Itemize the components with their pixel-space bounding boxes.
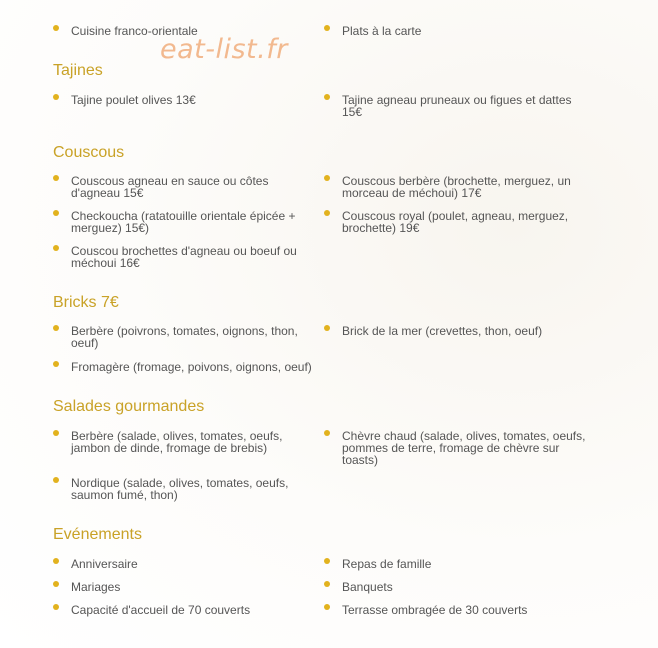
list-item: Fromagère (fromage, poivons, oignons, oeuf) xyxy=(53,361,313,373)
section-title-tajines: Tajines xyxy=(53,62,103,79)
bullet-icon xyxy=(53,210,59,216)
bullet-icon xyxy=(324,604,330,610)
watermark-logo: eat-list.fr xyxy=(160,34,288,65)
section-title-salades: Salades gourmandes xyxy=(53,398,205,415)
bullet-icon xyxy=(53,325,59,331)
list-item: Couscous berbère (brochette, merguez, un morceau de méchoui) 17€ xyxy=(324,175,594,199)
bullet-icon xyxy=(53,25,59,31)
bullet-icon xyxy=(53,94,59,100)
list-item: Brick de la mer (crevettes, thon, oeuf) xyxy=(324,325,594,337)
bullet-icon xyxy=(324,25,330,31)
bullet-icon xyxy=(324,210,330,216)
section-title-bricks: Bricks 7€ xyxy=(53,294,119,311)
bullet-icon xyxy=(53,245,59,251)
list-item: Capacité d'accueil de 70 couverts xyxy=(53,604,313,616)
bullet-icon xyxy=(324,94,330,100)
list-item: Tajine poulet olives 13€ xyxy=(53,94,313,106)
list-item: Couscous agneau en sauce ou côtes d'agneau 15€ xyxy=(53,175,313,199)
bullet-icon xyxy=(53,430,59,436)
bullet-icon xyxy=(53,558,59,564)
list-item: Checkoucha (ratatouille orientale épicée + merguez) 15€) xyxy=(53,210,313,234)
bullet-icon xyxy=(53,361,59,367)
list-item: Terrasse ombragée de 30 couverts xyxy=(324,604,594,616)
list-item: Cuisine franco-orientale xyxy=(53,25,313,37)
section-title-evenements: Evénements xyxy=(53,526,142,543)
list-item: Mariages xyxy=(53,581,313,593)
bullet-icon xyxy=(324,430,330,436)
list-item: Repas de famille xyxy=(324,558,594,570)
section-title-couscous: Couscous xyxy=(53,144,125,161)
list-item: Banquets xyxy=(324,581,594,593)
list-item: Couscou brochettes d'agneau ou boeuf ou méchoui 16€ xyxy=(53,245,313,269)
bullet-icon xyxy=(53,581,59,587)
bullet-icon xyxy=(324,558,330,564)
list-item: Plats à la carte xyxy=(324,25,594,37)
bullet-icon xyxy=(53,175,59,181)
list-item: Couscous royal (poulet, agneau, merguez, brochette) 19€ xyxy=(324,210,594,234)
bullet-icon xyxy=(53,604,59,610)
list-item: Tajine agneau pruneaux ou figues et dattes 15€ xyxy=(324,94,594,118)
list-item: Anniversaire xyxy=(53,558,313,570)
bullet-icon xyxy=(324,581,330,587)
list-item: Chèvre chaud (salade, olives, tomates, oeufs, pommes de terre, fromage de chèvre sur toasts) xyxy=(324,430,594,466)
bullet-icon xyxy=(324,175,330,181)
list-item: Nordique (salade, olives, tomates, oeufs, saumon fumé, thon) xyxy=(53,477,313,501)
bullet-icon xyxy=(324,325,330,331)
bullet-icon xyxy=(53,477,59,483)
list-item: Berbère (salade, olives, tomates, oeufs, jambon de dinde, fromage de brebis) xyxy=(53,430,313,454)
list-item: Berbère (poivrons, tomates, oignons, thon, oeuf) xyxy=(53,325,313,349)
